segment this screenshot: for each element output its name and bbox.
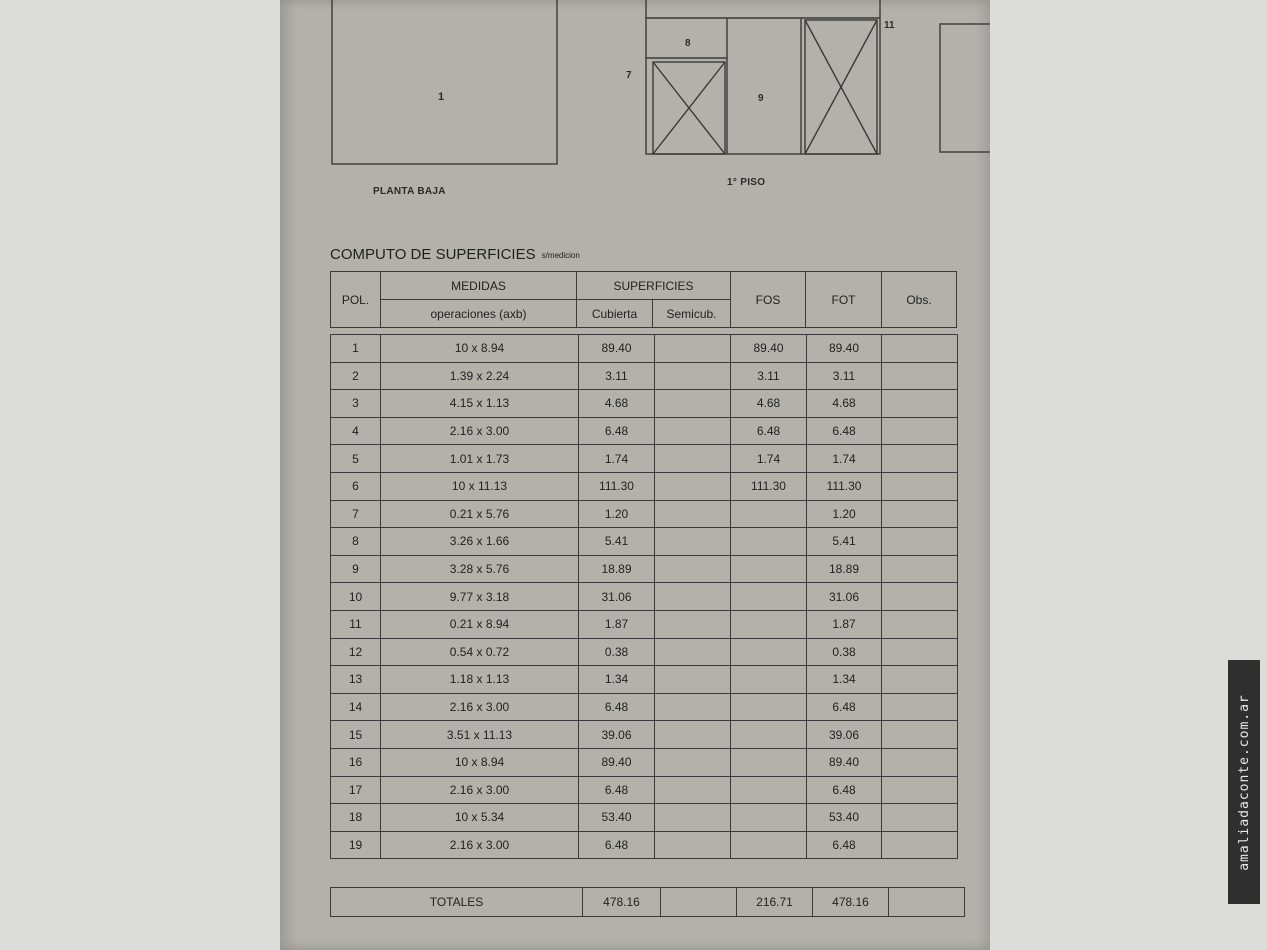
cell-obs (882, 390, 958, 418)
table-body (330, 334, 958, 859)
table-row (331, 776, 958, 804)
cell-pol: 18 (331, 804, 381, 832)
section-title-text: COMPUTO DE SUPERFICIES (330, 246, 536, 263)
cell-semicub (655, 831, 731, 859)
cell-obs (882, 500, 958, 528)
cell-obs (882, 693, 958, 721)
cell-fos (731, 748, 807, 776)
cell-fot: 111.30 (807, 472, 882, 500)
cell-pol: 2 (331, 362, 381, 390)
table-row (331, 445, 958, 473)
table-row (331, 390, 958, 418)
background-left (0, 0, 280, 950)
cell-pol: 19 (331, 831, 381, 859)
cell-pol: 1 (331, 335, 381, 363)
cell-fos (731, 776, 807, 804)
totals-label: TOTALES (331, 888, 583, 917)
cell-obs (882, 666, 958, 694)
cell-cubierta: 6.48 (579, 776, 655, 804)
cell-fos (731, 638, 807, 666)
cell-semicub (655, 335, 731, 363)
table-totals (330, 887, 965, 917)
cell-medidas: 1.39 x 2.24 (381, 362, 579, 390)
cell-obs (882, 583, 958, 611)
cell-cubierta: 6.48 (579, 417, 655, 445)
cell-fos (731, 610, 807, 638)
cell-pol: 9 (331, 555, 381, 583)
cell-fos (731, 583, 807, 611)
cell-medidas: 0.21 x 5.76 (381, 500, 579, 528)
totals-semicub (661, 888, 737, 917)
cell-fos (731, 804, 807, 832)
cell-semicub (655, 583, 731, 611)
header-semicub: Semicub. (653, 300, 731, 328)
cell-obs (882, 748, 958, 776)
cell-medidas: 9.77 x 3.18 (381, 583, 579, 611)
cell-cubierta: 111.30 (579, 472, 655, 500)
table-row (331, 500, 958, 528)
totals-row (331, 888, 965, 917)
cell-fos: 4.68 (731, 390, 807, 418)
cell-semicub (655, 362, 731, 390)
cell-pol: 7 (331, 500, 381, 528)
cell-fos: 89.40 (731, 335, 807, 363)
table-header (330, 271, 957, 328)
cell-cubierta: 1.74 (579, 445, 655, 473)
cell-medidas: 1.18 x 1.13 (381, 666, 579, 694)
cell-semicub (655, 528, 731, 556)
cell-semicub (655, 417, 731, 445)
table-row (331, 335, 958, 363)
polygon-number-7: 7 (626, 70, 632, 81)
cell-fos (731, 693, 807, 721)
cell-pol: 3 (331, 390, 381, 418)
cell-pol: 17 (331, 776, 381, 804)
totals-obs (889, 888, 965, 917)
cell-semicub (655, 721, 731, 749)
cell-fot: 1.20 (807, 500, 882, 528)
document-page (280, 0, 990, 950)
polygon-number-11: 11 (884, 20, 895, 31)
cell-obs (882, 638, 958, 666)
ground-floor-outline (332, 0, 557, 164)
table-row (331, 804, 958, 832)
cell-pol: 16 (331, 748, 381, 776)
cell-cubierta: 89.40 (579, 748, 655, 776)
header-pol: POL. (331, 272, 381, 328)
cell-obs (882, 776, 958, 804)
cell-cubierta: 31.06 (579, 583, 655, 611)
cell-cubierta: 6.48 (579, 831, 655, 859)
cell-cubierta: 1.87 (579, 610, 655, 638)
background-right (990, 0, 1267, 950)
cell-medidas: 1.01 x 1.73 (381, 445, 579, 473)
header-cubierta: Cubierta (577, 300, 653, 328)
cell-fos: 1.74 (731, 445, 807, 473)
cell-semicub (655, 776, 731, 804)
cell-semicub (655, 445, 731, 473)
cell-semicub (655, 472, 731, 500)
table-row (331, 638, 958, 666)
cell-cubierta: 1.20 (579, 500, 655, 528)
cell-pol: 5 (331, 445, 381, 473)
table-row (331, 472, 958, 500)
cell-fot: 0.38 (807, 638, 882, 666)
table-row (331, 693, 958, 721)
first-floor-plan (646, 0, 990, 154)
table-row (331, 666, 958, 694)
table-row (331, 831, 958, 859)
cell-cubierta: 18.89 (579, 555, 655, 583)
header-medidas: MEDIDAS (381, 272, 577, 300)
totals-fot: 478.16 (813, 888, 889, 917)
cell-fot: 5.41 (807, 528, 882, 556)
cell-pol: 11 (331, 610, 381, 638)
cell-semicub (655, 500, 731, 528)
cell-obs (882, 721, 958, 749)
cell-fot: 31.06 (807, 583, 882, 611)
cell-medidas: 0.21 x 8.94 (381, 610, 579, 638)
cell-obs (882, 335, 958, 363)
cell-pol: 8 (331, 528, 381, 556)
cell-semicub (655, 610, 731, 638)
polygon-number-8: 8 (685, 38, 691, 49)
cell-fot: 89.40 (807, 748, 882, 776)
cell-medidas: 2.16 x 3.00 (381, 417, 579, 445)
cell-fot: 1.74 (807, 445, 882, 473)
cell-fos (731, 555, 807, 583)
cell-fot: 6.48 (807, 776, 882, 804)
cell-obs (882, 445, 958, 473)
cell-medidas: 2.16 x 3.00 (381, 776, 579, 804)
header-fot: FOT (806, 272, 882, 328)
cell-medidas: 10 x 8.94 (381, 335, 579, 363)
cell-fos (731, 528, 807, 556)
cell-medidas: 10 x 11.13 (381, 472, 579, 500)
cell-medidas: 10 x 8.94 (381, 748, 579, 776)
table-row (331, 583, 958, 611)
cell-fos (731, 831, 807, 859)
cell-obs (882, 528, 958, 556)
cell-fos (731, 721, 807, 749)
cell-pol: 6 (331, 472, 381, 500)
cell-medidas: 3.51 x 11.13 (381, 721, 579, 749)
header-superficies: SUPERFICIES (577, 272, 731, 300)
cell-pol: 4 (331, 417, 381, 445)
header-fos: FOS (731, 272, 806, 328)
cell-medidas: 3.26 x 1.66 (381, 528, 579, 556)
first-floor-label: 1° PISO (727, 177, 766, 188)
table-row (331, 721, 958, 749)
cell-fos (731, 666, 807, 694)
cell-cubierta: 39.06 (579, 721, 655, 749)
cell-obs (882, 417, 958, 445)
cell-semicub (655, 555, 731, 583)
cell-pol: 15 (331, 721, 381, 749)
table-row (331, 555, 958, 583)
section-title (330, 246, 580, 263)
table-row (331, 362, 958, 390)
cell-fot: 89.40 (807, 335, 882, 363)
cell-medidas: 4.15 x 1.13 (381, 390, 579, 418)
cell-cubierta: 6.48 (579, 693, 655, 721)
cell-cubierta: 89.40 (579, 335, 655, 363)
cell-fot: 39.06 (807, 721, 882, 749)
section-subtitle: s/medicion (541, 250, 580, 260)
header-operaciones: operaciones (axb) (381, 300, 577, 328)
cell-fos: 3.11 (731, 362, 807, 390)
cell-pol: 10 (331, 583, 381, 611)
totals-cubierta: 478.16 (583, 888, 661, 917)
cell-cubierta: 3.11 (579, 362, 655, 390)
cell-obs (882, 555, 958, 583)
cell-fot: 4.68 (807, 390, 882, 418)
cell-cubierta: 1.34 (579, 666, 655, 694)
ground-floor-plan (332, 0, 557, 164)
cell-obs (882, 362, 958, 390)
totals-fos: 216.71 (737, 888, 813, 917)
cell-semicub (655, 804, 731, 832)
cell-medidas: 3.28 x 5.76 (381, 555, 579, 583)
cell-cubierta: 0.38 (579, 638, 655, 666)
cell-semicub (655, 693, 731, 721)
cell-obs (882, 831, 958, 859)
cell-medidas: 0.54 x 0.72 (381, 638, 579, 666)
cell-cubierta: 53.40 (579, 804, 655, 832)
partial-plan-right (940, 24, 990, 152)
cell-pol: 14 (331, 693, 381, 721)
cell-cubierta: 4.68 (579, 390, 655, 418)
cell-semicub (655, 666, 731, 694)
cell-fot: 6.48 (807, 693, 882, 721)
cell-fos: 6.48 (731, 417, 807, 445)
watermark-text: amaliadaconte.com.ar (1236, 693, 1252, 871)
cell-fot: 1.34 (807, 666, 882, 694)
header-obs: Obs. (882, 272, 957, 328)
cell-pol: 13 (331, 666, 381, 694)
polygon-number-1: 1 (438, 91, 445, 103)
cell-fos: 111.30 (731, 472, 807, 500)
cell-obs (882, 472, 958, 500)
cell-obs (882, 610, 958, 638)
table-row (331, 528, 958, 556)
cell-medidas: 10 x 5.34 (381, 804, 579, 832)
cell-fot: 1.87 (807, 610, 882, 638)
cell-semicub (655, 638, 731, 666)
cell-cubierta: 5.41 (579, 528, 655, 556)
cell-fot: 6.48 (807, 831, 882, 859)
cell-fot: 18.89 (807, 555, 882, 583)
table-row (331, 417, 958, 445)
first-floor-outline (646, 0, 880, 154)
table-row (331, 748, 958, 776)
cell-medidas: 2.16 x 3.00 (381, 693, 579, 721)
ground-floor-label: PLANTA BAJA (373, 186, 446, 197)
cell-fos (731, 500, 807, 528)
cell-fot: 53.40 (807, 804, 882, 832)
cell-obs (882, 804, 958, 832)
polygon-number-9: 9 (758, 93, 764, 104)
cell-fot: 3.11 (807, 362, 882, 390)
cell-semicub (655, 748, 731, 776)
cell-semicub (655, 390, 731, 418)
table-row (331, 610, 958, 638)
watermark-badge (1228, 660, 1260, 904)
cell-pol: 12 (331, 638, 381, 666)
cell-medidas: 2.16 x 3.00 (381, 831, 579, 859)
cell-fot: 6.48 (807, 417, 882, 445)
